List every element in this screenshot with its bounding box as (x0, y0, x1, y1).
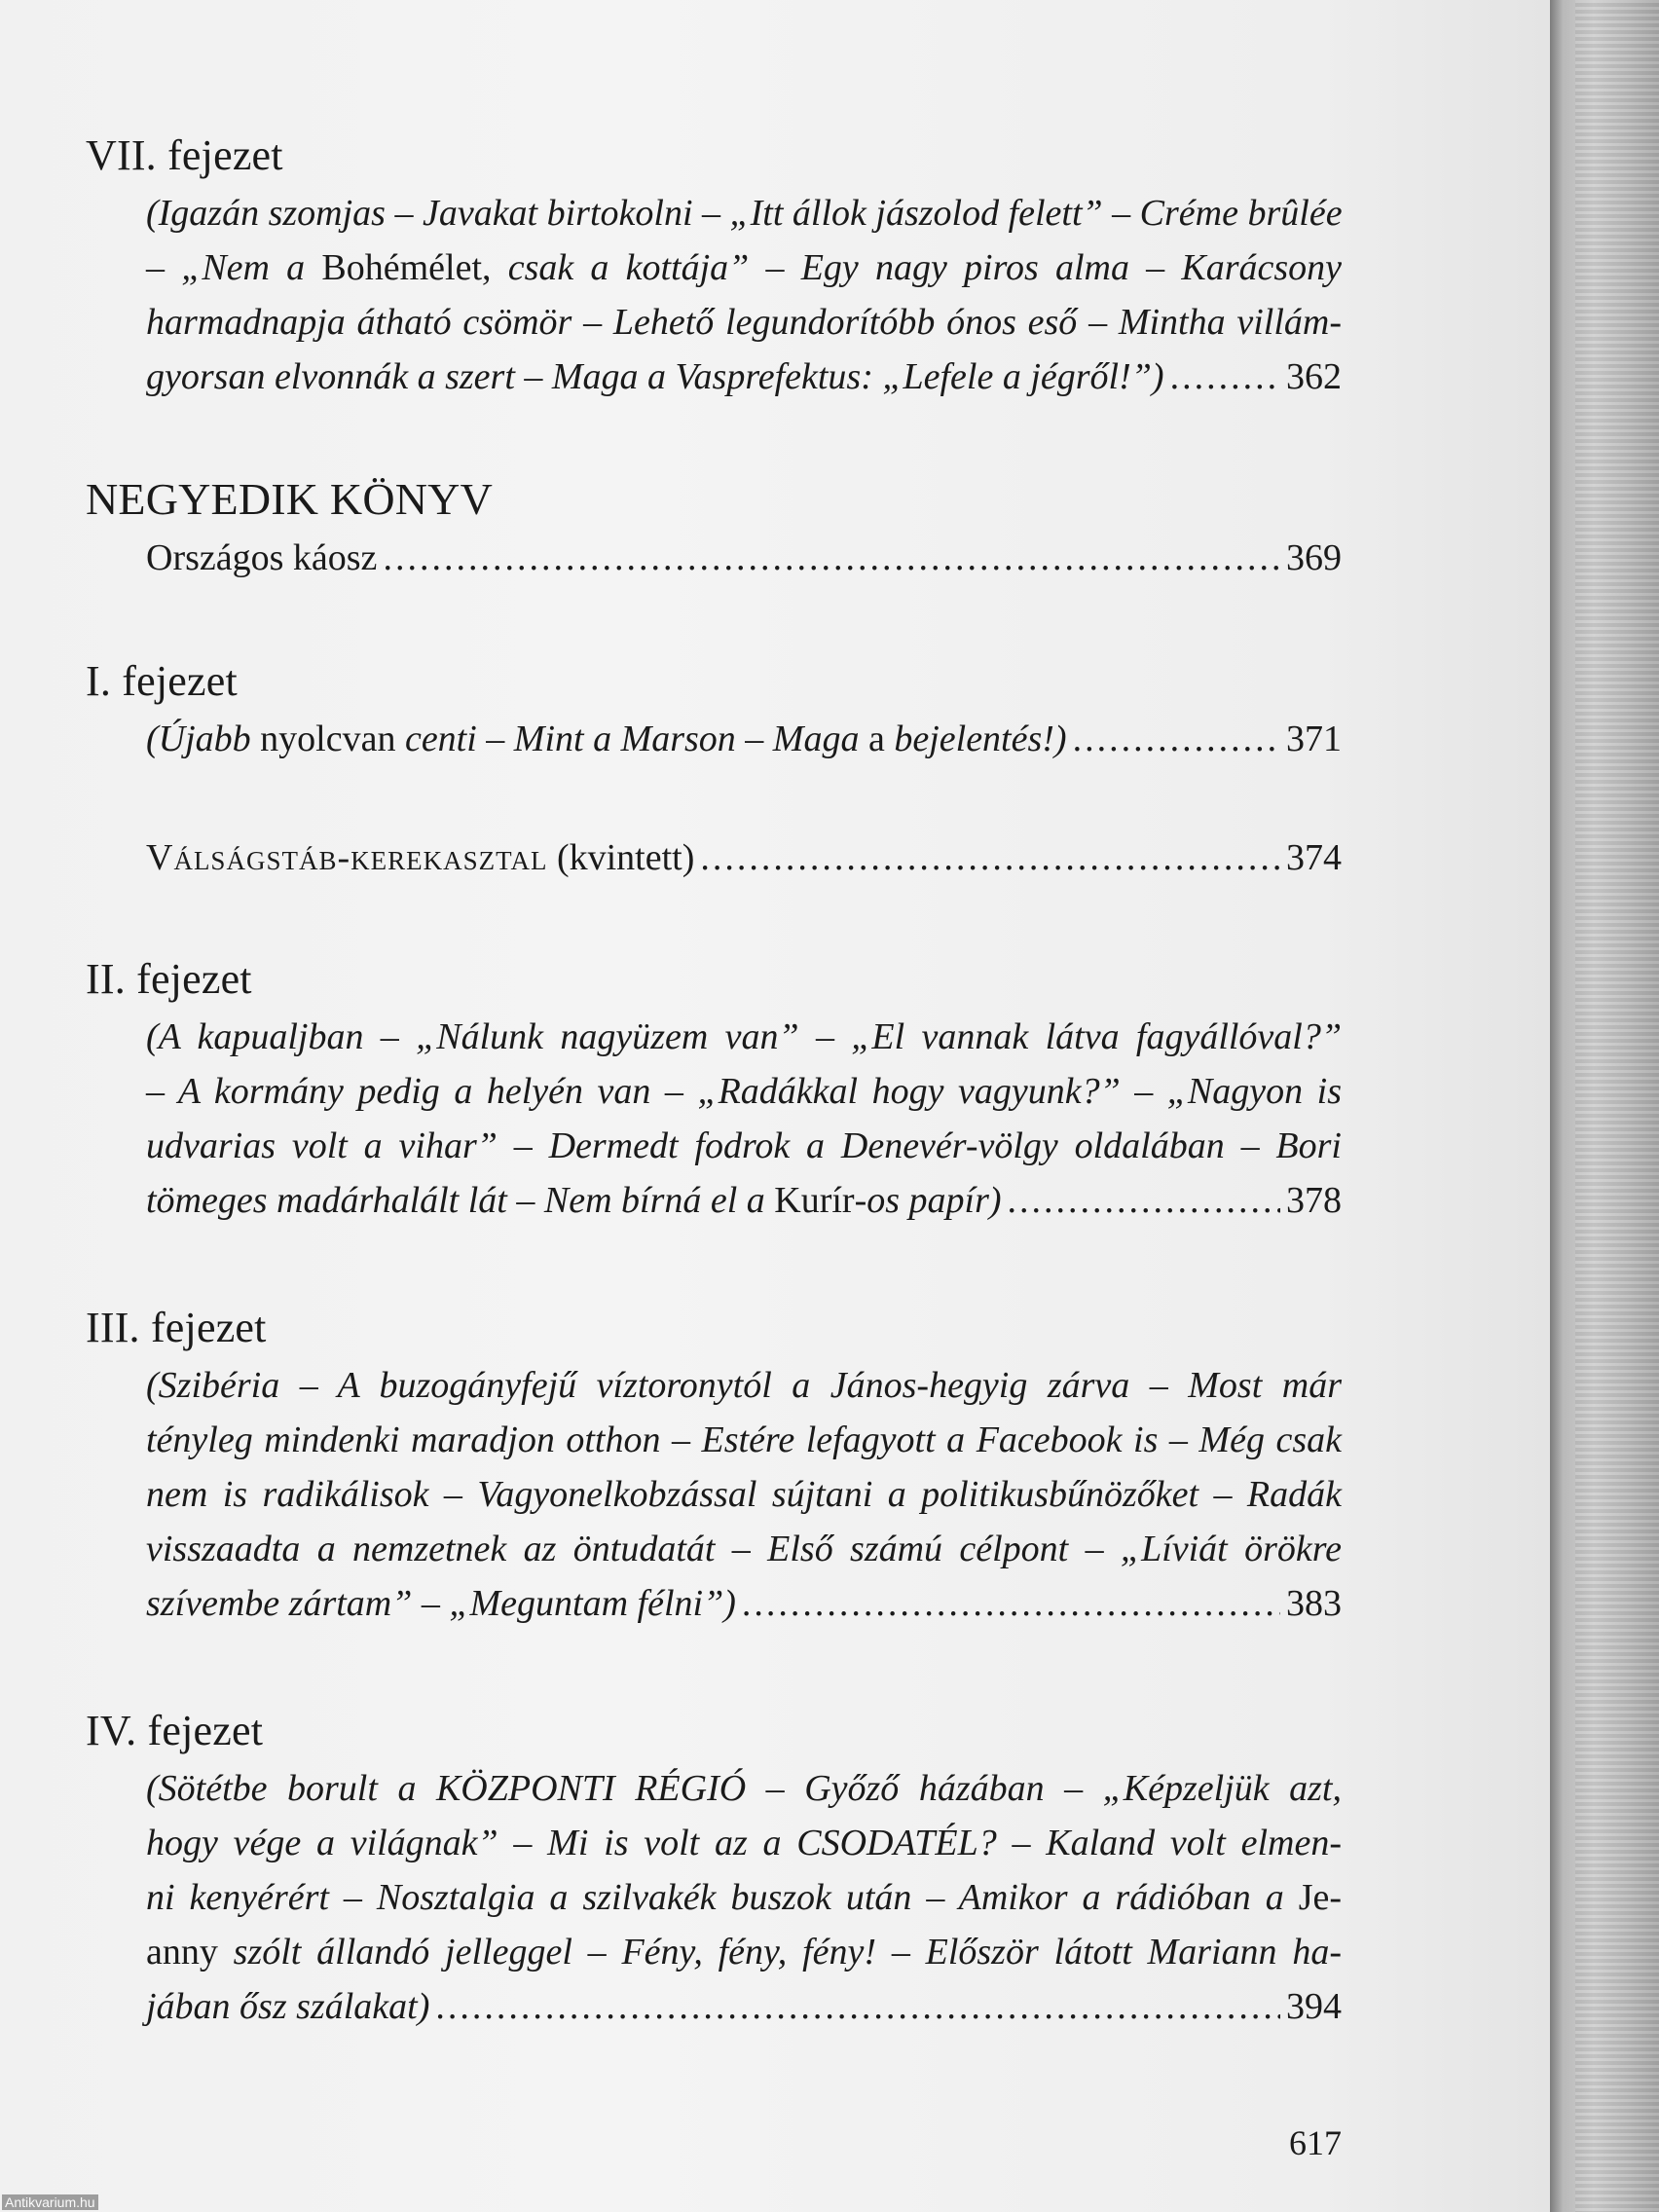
page-ref: 394 (1286, 1986, 1342, 2027)
text-segment: Je- (1298, 1877, 1342, 1918)
watermark: Antikvarium.hu (2, 2194, 98, 2210)
text-segment: ni kenyérért – Nosztalgia a szilvakék buszok után – Amikor a rádióban a (146, 1877, 1284, 1918)
chapter-iii-line-2: tényleg mindenki maradjon otthon – Estére lefagyott a Facebook is – Még csak (146, 1419, 1342, 1460)
leader-dots (1008, 1182, 1280, 1219)
page-ref: 362 (1286, 356, 1342, 397)
toc-entry-i[interactable] (146, 720, 1342, 757)
entry-title-smallcaps: Válságstáb-kerekasztal (146, 837, 548, 878)
chapter-iv-line-4 (146, 1934, 1342, 1971)
book-gutter (1550, 0, 1659, 2212)
chapter-i-line-1 (146, 720, 1067, 757)
leader-dots (742, 1585, 1280, 1622)
page-ref: 374 (1286, 837, 1342, 878)
leader-dots (435, 1988, 1280, 2025)
chapter-iii-line-5: szívembe zártam” – „Meguntam félni”) (146, 1583, 736, 1624)
page-number: 617 (1289, 2123, 1342, 2162)
title-kurir: Kurír (774, 1180, 855, 1221)
page-ref: 378 (1286, 1180, 1342, 1221)
leader-dots (1170, 358, 1280, 395)
entry-title (146, 839, 694, 876)
chapter-heading-i: I. fejezet (86, 657, 238, 705)
chapter-ii-line-1: (A kapualjban – „Nálunk nagyüzem van” – „El vannak látva fagyállóval?” (146, 1016, 1342, 1057)
text-segment: centi – Mint a Marson – Maga (404, 719, 860, 759)
toc-entry-orszagos[interactable] (146, 539, 1342, 576)
toc-entry-valsagstab[interactable] (146, 839, 1342, 876)
chapter-iv-line-3 (146, 1879, 1342, 1916)
text-segment: a (867, 719, 885, 759)
text-segment: tömeges madárhalált lát – Nem bírná el a (146, 1180, 765, 1221)
book-section-title: NEGYEDIK KÖNYV (86, 474, 494, 524)
entry-subtitle: (kvintett) (556, 837, 695, 878)
text-segment: szólt állandó jelleggel – Fény, fény, fény! – Először látott Mariann ha- (233, 1932, 1343, 1972)
text-segment: anny (146, 1932, 218, 1972)
text-segment: bejelentés!) (894, 719, 1067, 759)
chapter-iv-line-5: jában ősz szálakat) (146, 1986, 430, 2027)
toc-entry-iii[interactable] (146, 1585, 1342, 1622)
chapter-heading-ii: II. fejezet (86, 955, 252, 1003)
toc-entry-ii[interactable] (146, 1182, 1342, 1219)
chapter-iii-line-4: visszaadta a nemzetnek az öntudatát – Első számú célpont – „Líviát örökre (146, 1529, 1342, 1569)
chapter-heading-iii: III. fejezet (86, 1304, 267, 1351)
text-segment: (Újabb (146, 719, 251, 759)
chapter-vii-line-4: gyorsan elvonnák a szert – Maga a Vasprefektus: „Lefele a jégről!”) (146, 356, 1164, 397)
page-ref: 371 (1286, 719, 1342, 759)
toc-entry-iv[interactable] (146, 1988, 1342, 2025)
chapter-ii-line-3: udvarias volt a vihar” – Dermedt fodrok a Denevér-völgy oldalában – Bori (146, 1125, 1342, 1166)
chapter-iii-line-3: nem is radikálisok – Vagyonelkobzással sújtani a politikusbűnözőket – Radák (146, 1474, 1342, 1515)
toc-entry-vii[interactable] (146, 358, 1342, 395)
chapter-vii-line-1: (Igazán szomjas – Javakat birtokolni – „Itt állok jászolod felett” – Créme brûlée (146, 193, 1343, 234)
chapter-ii-line-4 (146, 1182, 1002, 1219)
text-segment: -os papír) (854, 1180, 1002, 1221)
leader-dots (1073, 720, 1280, 757)
chapter-heading-iv: IV. fejezet (86, 1707, 264, 1754)
page-ref: 383 (1286, 1583, 1342, 1624)
chapter-vii-line-2 (146, 249, 1342, 286)
chapter-ii-line-2: – A kormány pedig a helyén van – „Radákkal hogy vagyunk?” – „Nagyon is (146, 1071, 1342, 1112)
chapter-vii-line-3: harmadnapja átható csömör – Lehető legundorítóbb ónos eső – Mintha villám- (146, 302, 1342, 343)
entry-title: Országos káosz (146, 537, 378, 578)
text-segment: nyolcvan (260, 719, 396, 759)
text-segment: – „Nem a (146, 247, 306, 288)
chapter-heading-vii: VII. fejezet (86, 131, 283, 179)
leader-dots (700, 839, 1280, 876)
chapter-iv-line-1: (Sötétbe borult a KÖZPONTI RÉGIÓ – Győző házában – „Képzeljük azt, (146, 1768, 1342, 1809)
gutter-texture (1575, 0, 1659, 2212)
title-bohemelet: Bohémélet, (321, 247, 492, 288)
leader-dots (383, 539, 1280, 576)
text-segment: csak a kottája” – Egy nagy piros alma – Karácsony (507, 247, 1343, 288)
page-ref: 369 (1286, 537, 1342, 578)
chapter-iv-line-2: hogy vége a világnak” – Mi is volt az a CSODATÉL? – Kaland volt elmen- (146, 1823, 1342, 1863)
chapter-iii-line-1: (Szibéria – A buzogányfejű víztoronytól a János-hegyig zárva – Most már (146, 1365, 1342, 1406)
